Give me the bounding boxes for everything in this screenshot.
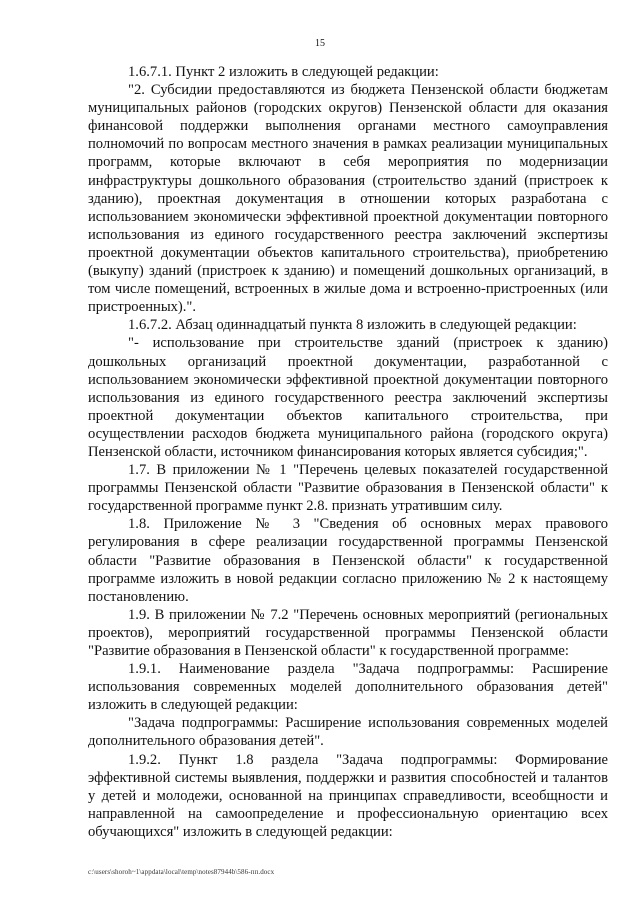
- footer-file-path: c:\users\shoroh~1\appdata\local\temp\notes87944b\586-пп.docx: [88, 868, 275, 876]
- paragraph-usage-quote: "- использование при строительстве зданий (пристроек к зданию) дошкольных организаций проектной документации, разработанной с использованием экономически эффективной проектной документации повторного использования из единого государственного реестра заключений экспертизы проектной документации объектов капитального строительства, при осуществлении расходов бюджета муниципального района (городского округа) Пензенской области, источником финансирования которых является субсидия;".: [88, 335, 608, 460]
- paragraph-1-6-7-2: 1.6.7.2. Абзац одиннадцатый пункта 8 изложить в следующей редакции:: [128, 317, 577, 334]
- paragraph-1-9-2: 1.9.2. Пункт 1.8 раздела "Задача подпрограммы: Формирование эффективной системы выявления, поддержки и развития способностей и талантов у детей и молодежи, основанной на принципах справедливости, всеобщности и направленной на самоопределение и профессиональную ориентацию всех обучающихся" изложить в следующей редакции:: [88, 751, 608, 840]
- paragraph-1-6-7-1: 1.6.7.1. Пункт 2 изложить в следующей редакции:: [128, 64, 439, 80]
- paragraph-task-quote: "Задача подпрограммы: Расширение использования современных моделей дополнительного образования детей".: [88, 715, 608, 750]
- paragraph-subsidy-quote: "2. Субсидии предоставляются из бюджета Пензенской области бюджетам муниципальных районов (городских округов) Пензенской области для оказания финансовой поддержки выполнения органами местного самоуправления полномочий по вопросам местного значения в рамках реализации муниципальных программ, которые включают в себя мероприятия по модернизации инфраструктуры дошкольного образования (строительство зданий (пристроек к зданию), проектная документация в отношении которых разработана с использованием экономически эффективной проектной документации повторного использования из единого государственного реестра заключений экспертизы проектной документации объектов капитального строительства), приобретению (выкупу) зданий (пристроек к зданию) и помещений дошкольных организаций, в том числе помещений, встроенных в жилые дома и встроенно-пристроенных (или пристроенных).".: [88, 82, 608, 316]
- page-number: 15: [315, 38, 325, 49]
- document-body: [88, 63, 608, 841]
- paragraph-1-9: 1.9. В приложении № 7.2 "Перечень основных мероприятий (региональных проектов), мероприятий государственной программы Пензенской области "Развитие образования в Пензенской области" к государственной программе:: [88, 606, 608, 659]
- paragraph-1-8: 1.8. Приложение № 3 "Сведения об основных мерах правового регулирования в сфере реализации государственной программы Пензенской области "Развитие образования в Пензенской области" к государственной программе изложить в новой редакции согласно приложению № 2 к настоящему постановлению.: [88, 516, 608, 605]
- paragraph-1-9-1: 1.9.1. Наименование раздела "Задача подпрограммы: Расширение использования современных моделей дополнительного образования детей" изложить в следующей редакции:: [88, 661, 608, 714]
- paragraph-1-7: 1.7. В приложении № 1 "Перечень целевых показателей государственной программы Пензенской области "Развитие образования в Пензенской области" к государственной программе пункт 2.8. признать утратившим силу.: [88, 462, 608, 515]
